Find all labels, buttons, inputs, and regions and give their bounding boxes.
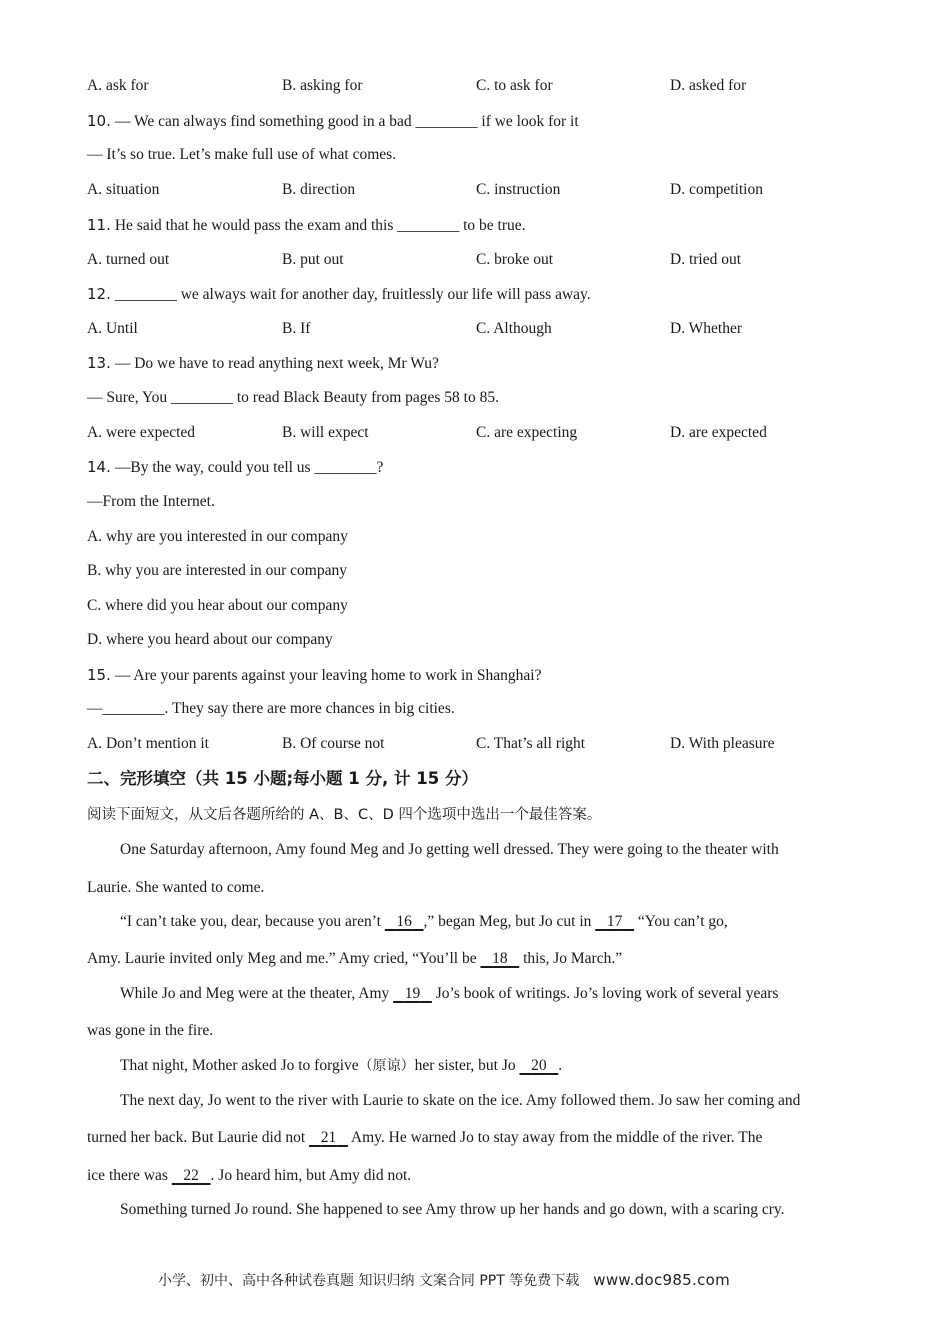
text-run: Amy. Laurie invited only Meg and me.” Amy cried, “You’ll be [87, 950, 481, 967]
passage-p5b [87, 1128, 762, 1148]
footer-text: 小学、初中、高中各种试卷真题 知识归纳 文案合同 PPT 等免费下载 [158, 1273, 580, 1289]
text-run: “I can’t take you, dear, because you aren’t [120, 913, 385, 930]
q13-option-d: D. are expected [670, 424, 767, 441]
blank-18 [480, 950, 519, 967]
q14-option-c: C. where did you hear about our company [87, 597, 348, 614]
passage-p1b: Laurie. She wanted to come. [87, 879, 265, 896]
section-instruction: 阅读下面短文，从文后各题所给的 A、B、C、D 四个选项中选出一个最佳答案。 [87, 807, 602, 823]
blank-20 [520, 1057, 559, 1074]
q14-option-a: A. why are you interested in our company [87, 528, 348, 545]
q9-option-c: C. to ask for [476, 77, 553, 94]
q10-option-d: D. competition [670, 181, 763, 198]
q12-stem [87, 284, 591, 305]
passage-p5c [87, 1166, 411, 1186]
q15-stem [87, 665, 541, 686]
blank-number: 18 [492, 950, 508, 967]
q14-option-b: B. why you are interested in our company [87, 562, 347, 579]
blank-21 [309, 1129, 348, 1146]
q15-option-a: A. Don’t mention it [87, 735, 209, 752]
q13-option-b: B. will expect [282, 424, 369, 441]
q12-line1: ________ we always wait for another day, fruitlessly our life will pass away. [114, 286, 591, 303]
q10-stem [87, 111, 579, 132]
text-run: her sister, but Jo [414, 1057, 520, 1074]
text-run: Amy. He warned Jo to stay away from the middle of the river. The [347, 1129, 763, 1146]
passage-p3b: was gone in the fire. [87, 1022, 214, 1039]
text-run: While Jo and Meg were at the theater, Amy [120, 985, 394, 1002]
q11-option-b: B. put out [282, 251, 344, 268]
blank-number: 21 [320, 1129, 337, 1146]
text-run: . Jo heard him, but Amy did not. [210, 1167, 412, 1184]
q9-option-d: D. asked for [670, 77, 747, 94]
text-run: ,” began Meg, but Jo cut in [423, 913, 596, 930]
blank-19 [393, 985, 432, 1002]
blank-number: 19 [404, 985, 421, 1002]
q14-option-d: D. where you heard about our company [87, 631, 333, 648]
q10-option-c: C. instruction [476, 181, 561, 198]
q11-option-a: A. turned out [87, 251, 170, 268]
q15-number: 15. [87, 666, 111, 684]
q15-line1: — Are your parents against your leaving home to work in Shanghai? [114, 667, 542, 684]
chinese-gloss: （原谅） [358, 1058, 415, 1074]
q15-line2: —________. They say there are more chances in big cities. [87, 700, 455, 717]
passage-p5a: The next day, Jo went to the river with Laurie to skate on the ice. Amy followed them. Jo saw her coming and [120, 1092, 801, 1109]
blank-number: 22 [183, 1167, 199, 1184]
q11-line1: He said that he would pass the exam and this ________ to be true. [114, 217, 526, 234]
footer-site[interactable]: www.doc985.com [593, 1271, 731, 1289]
text-run: Jo’s book of writings. Jo’s loving work of several years [431, 985, 779, 1002]
q12-option-b: B. If [282, 320, 311, 337]
q14-number: 14. [87, 458, 111, 476]
text-run: this, Jo March.” [519, 950, 623, 967]
q14-line1: —By the way, could you tell us ________? [114, 459, 384, 476]
q12-number: 12. [87, 285, 111, 303]
text-run: . [558, 1057, 563, 1074]
q10-option-b: B. direction [282, 181, 356, 198]
q13-option-a: A. were expected [87, 424, 196, 441]
q10-option-a: A. situation [87, 181, 160, 198]
q10-number: 10. [87, 112, 111, 130]
text-run: turned her back. But Laurie did not [87, 1129, 310, 1146]
q14-stem [87, 457, 383, 478]
q12-option-c: C. Although [476, 320, 552, 337]
footer [158, 1270, 730, 1291]
passage-p4 [120, 1056, 562, 1076]
q15-option-d: D. With pleasure [670, 735, 775, 752]
q13-line2: — Sure, You ________ to read Black Beauty from pages 58 to 85. [87, 389, 499, 406]
text-run: That night, Mother asked Jo to forgive [120, 1057, 359, 1074]
q11-option-c: C. broke out [476, 251, 554, 268]
blank-17 [595, 913, 634, 930]
text-run: “You can’t go, [634, 913, 728, 930]
q11-option-d: D. tried out [670, 251, 742, 268]
passage-p2a [120, 912, 728, 932]
q12-option-d: D. Whether [670, 320, 743, 337]
q11-number: 11. [87, 216, 111, 234]
blank-22 [172, 1167, 211, 1184]
passage-p3a [120, 984, 778, 1004]
q11-stem [87, 215, 526, 236]
q9-option-a: A. ask for [87, 77, 149, 94]
q10-line1: — We can always find something good in a bad ________ if we look for it [114, 113, 579, 130]
q13-stem [87, 353, 439, 374]
passage-p1a: One Saturday afternoon, Amy found Meg and Jo getting well dressed. They were going to the theater with [120, 841, 779, 858]
section-title: 二、完形填空（共 15 小题;每小题 1 分, 计 15 分） [87, 769, 478, 788]
passage-p6: Something turned Jo round. She happened to see Amy throw up her hands and go down, with a scaring cry. [120, 1201, 785, 1218]
blank-16 [385, 913, 424, 930]
text-run: ice there was [87, 1167, 172, 1184]
q15-option-b: B. Of course not [282, 735, 385, 752]
q13-option-c: C. are expecting [476, 424, 578, 441]
q10-line2: — It’s so true. Let’s make full use of what comes. [87, 146, 397, 163]
blank-number: 20 [531, 1057, 547, 1074]
q9-option-b: B. asking for [282, 77, 363, 94]
q15-option-c: C. That’s all right [476, 735, 586, 752]
q14-line2: —From the Internet. [87, 493, 215, 510]
q13-line1: — Do we have to read anything next week, Mr Wu? [114, 355, 439, 372]
passage-p2b [87, 949, 622, 969]
q12-option-a: A. Until [87, 320, 138, 337]
blank-number: 17 [606, 913, 623, 930]
blank-number: 16 [396, 913, 412, 930]
q13-number: 13. [87, 354, 111, 372]
